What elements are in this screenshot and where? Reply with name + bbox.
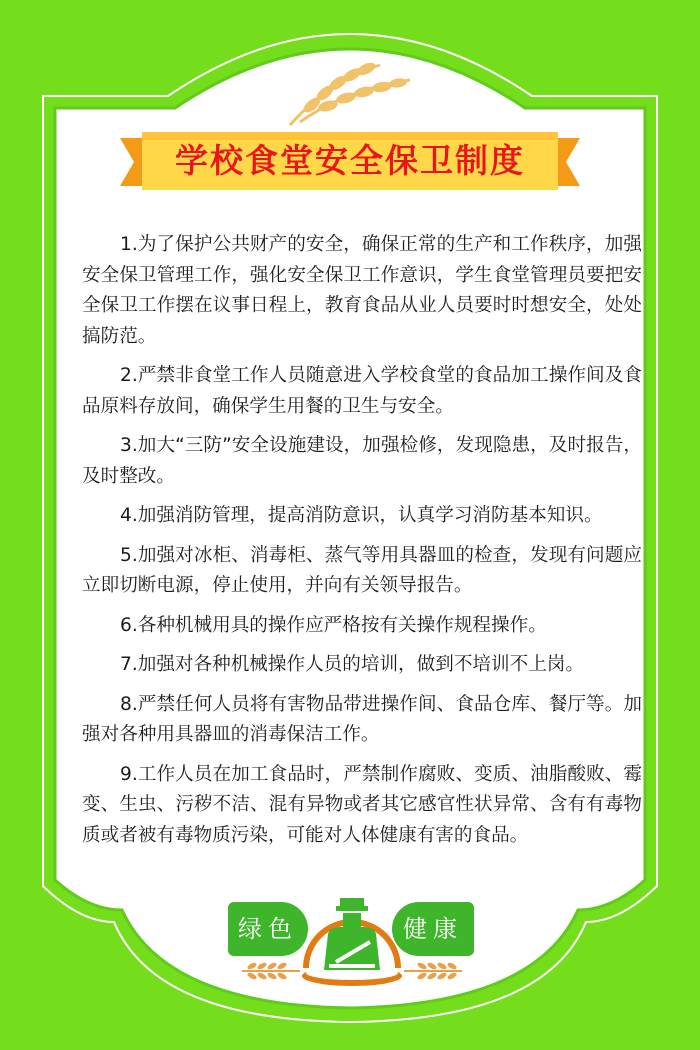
- health-label: 健康: [392, 902, 474, 956]
- chef-emblem-icon: [296, 880, 408, 992]
- rule-item: 4.加强消防管理，提高消防意识，认真学习消防基本知识。: [120, 505, 603, 526]
- wheat-icon: [270, 50, 430, 130]
- rule-item: 6.各种机械用具的操作应严格按有关操作规程操作。: [120, 614, 547, 636]
- rule-item: 3.加大“三防”安全设施建设，加强检修，发现隐患，及时报告，及时整改。: [82, 435, 642, 487]
- rule-item: 7.加强对各种机械操作人员的培训，做到不培训不上岗。: [120, 654, 584, 675]
- wheat-left-icon: [240, 960, 302, 982]
- green-label: 绿色: [228, 902, 308, 956]
- rule-item: 2.严禁非食堂工作人员随意进入学校食堂的食品加工操作间及食品原料存放间，确保学生用餐的卫生与安全。: [82, 365, 642, 417]
- rule-item: 9.工作人员在加工食品时，严禁制作腐败、变质、油脂酸败、霉变、生虫、污秽不洁、混有异物或者其它感官性状异常、含有有毒物质或者被有毒物质污染，可能对人体健康有害的食品。: [82, 763, 642, 846]
- wheat-right-icon: [402, 960, 464, 982]
- rules-list: [82, 230, 642, 860]
- rule-item: 5.加强对冰柜、消毒柜、蒸气等用具器皿的检查，发现有问题应立即切断电源，停止使用，并向有关领导报告。: [82, 544, 642, 596]
- rule-item: 1.为了保护公共财产的安全，确保正常的生产和工作秩序，加强安全保卫管理工作，强化安全保卫工作意识，学生食堂管理员要把安全保卫工作摆在议事日程上，教育食品从业人员要时时想安全，处处搞防范。: [82, 234, 642, 347]
- page-title: 学校食堂安全保卫制度: [175, 141, 525, 180]
- rule-item: 8.严禁任何人员将有害物品带进操作间、食品仓库、餐厅等。加强对各种用具器皿的消毒保洁工作。: [82, 693, 642, 745]
